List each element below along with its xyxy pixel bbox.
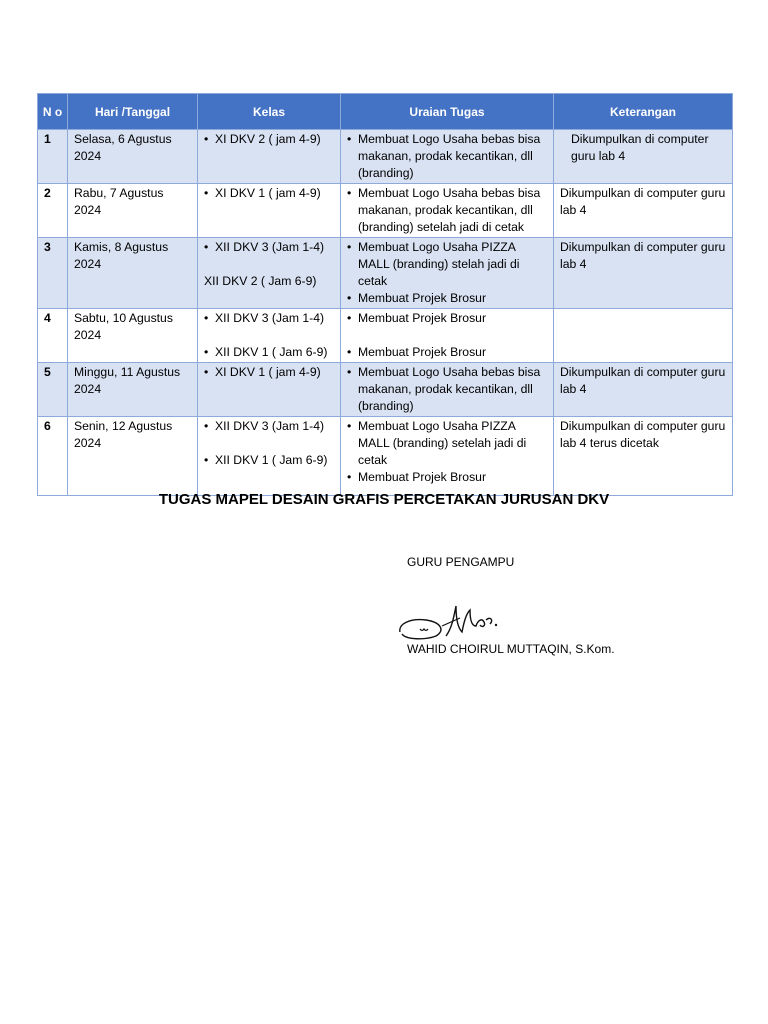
row-tugas [341,184,554,238]
kelas-item: XII DKV 2 ( Jam 6-9) [204,274,317,288]
keterangan-text: Dikumpulkan di computer guru lab 4 [571,132,709,163]
row-date: Minggu, 11 Agustus 2024 [68,363,198,417]
row-tugas [341,130,554,184]
kelas-item: • XII DKV 1 ( Jam 6-9) [204,452,335,469]
kelas-item: • XII DKV 3 (Jam 1-4) [204,418,335,435]
row-keterangan: Dikumpulkan di computer guru lab 4 [554,184,733,238]
tugas-item: • Membuat Projek Brosur [347,290,548,307]
kelas-item: • XI DKV 1 ( jam 4-9) [204,185,335,202]
row-kelas [198,363,341,417]
tugas-item: • Membuat Logo Usaha bebas bisa makanan, prodak kecantikan, dll (branding) [347,364,548,415]
row-tugas [341,309,554,363]
row-date: Senin, 12 Agustus 2024 [68,417,198,496]
table-row [38,238,733,309]
guru-pengampu-label: GURU PENGAMPU [407,555,515,569]
table-row [38,130,733,184]
tugas-item: • Membuat Logo Usaha PIZZA MALL (branding) setelah jadi di cetak [347,418,548,469]
tugas-item: • Membuat Logo Usaha bebas bisa makanan, prodak kecantikan, dll (branding) setelah jadi di cetak [347,185,548,236]
row-keterangan: Dikumpulkan di computer guru lab 4 terus dicetak [554,417,733,496]
row-keterangan [554,309,733,363]
tugas-item: • Membuat Logo Usaha PIZZA MALL (branding) stelah jadi di cetak [347,239,548,290]
row-date: Selasa, 6 Agustus 2024 [68,130,198,184]
header-uraian-tugas: Uraian Tugas [341,94,554,130]
row-tugas [341,238,554,309]
row-keterangan [554,130,733,184]
row-kelas [198,417,341,496]
row-number: 5 [38,363,68,417]
row-tugas [341,363,554,417]
row-tugas [341,417,554,496]
kelas-item: • XII DKV 3 (Jam 1-4) [204,239,335,256]
row-kelas [198,184,341,238]
table-row [38,184,733,238]
row-date: Sabtu, 10 Agustus 2024 [68,309,198,363]
table-header-row [38,94,733,130]
row-number: 2 [38,184,68,238]
document-title: TUGAS MAPEL DESAIN GRAFIS PERCETAKAN JURUSAN DKV [158,491,610,508]
row-keterangan: Dikumpulkan di computer guru lab 4 [554,363,733,417]
kelas-item: • XI DKV 1 ( jam 4-9) [204,364,335,381]
row-date: Kamis, 8 Agustus 2024 [68,238,198,309]
header-date: Hari /Tanggal [68,94,198,130]
kelas-item: • XII DKV 1 ( Jam 6-9) [204,344,335,361]
header-kelas: Kelas [198,94,341,130]
row-kelas [198,130,341,184]
tugas-item: • Membuat Projek Brosur [347,344,548,361]
header-keterangan: Keterangan [554,94,733,130]
table-row [38,309,733,363]
row-number: 3 [38,238,68,309]
row-keterangan: Dikumpulkan di computer guru lab 4 [554,238,733,309]
tugas-item: • Membuat Logo Usaha bebas bisa makanan, prodak kecantikan, dll (branding) [347,131,548,182]
schedule-table [37,93,733,496]
row-number: 4 [38,309,68,363]
kelas-item: • XI DKV 2 ( jam 4-9) [204,131,335,148]
table-row [38,417,733,496]
row-number: 1 [38,130,68,184]
row-kelas [198,309,341,363]
table-row [38,363,733,417]
tugas-item: • Membuat Projek Brosur [347,310,548,327]
kelas-item: • XII DKV 3 (Jam 1-4) [204,310,335,327]
row-kelas [198,238,341,309]
signature-image [396,598,506,646]
row-number: 6 [38,417,68,496]
row-date: Rabu, 7 Agustus 2024 [68,184,198,238]
header-no: N o [38,94,68,130]
signer-name: WAHID CHOIRUL MUTTAQIN, S.Kom. [407,642,615,656]
tugas-item: • Membuat Projek Brosur [347,469,548,486]
